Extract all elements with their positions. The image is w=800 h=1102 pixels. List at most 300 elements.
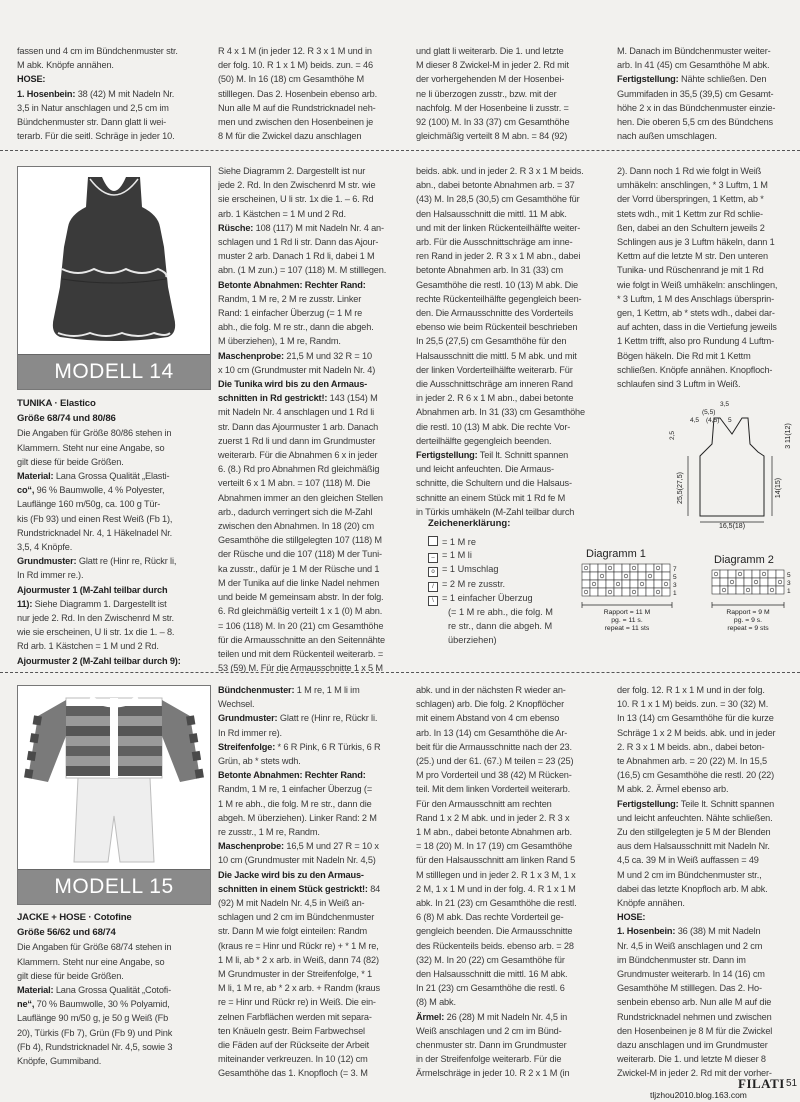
text-line xyxy=(218,839,412,853)
text-line: der vorhergehenden M der Hosenbei- xyxy=(416,74,565,85)
text-line xyxy=(416,910,614,924)
separator-middle xyxy=(0,672,800,673)
text-line-text: arb., dadurch verringert sich die M-Zahl xyxy=(218,506,373,517)
text-line xyxy=(617,1010,800,1024)
text-line-text: arb. In 13 (14) cm Gesamthöhe die Ar- xyxy=(416,727,568,738)
m14-col-1-lines xyxy=(17,426,211,667)
chart-cell xyxy=(598,564,606,572)
legend-text: re str., dann die abgeh. M xyxy=(448,621,553,632)
text-line-text: 2 M, 1 x 1 M und in der folg. 4. R 1 x 1 M xyxy=(416,883,576,894)
chart-row-label: 1 xyxy=(787,588,791,595)
text-line xyxy=(617,910,800,924)
text-line-text: die restl. 10 (13) M abk. Die rechte Vor- xyxy=(416,421,571,432)
text-line-text: und mit der linken Rückenteilhälfte weiter- xyxy=(416,222,581,233)
text-line xyxy=(17,512,211,526)
schnitt-t2: (5,5) xyxy=(702,409,716,416)
text-line-text: Abnahmen immer an den gleichen Stellen xyxy=(218,492,383,503)
text-line xyxy=(416,363,614,377)
text-line-text: Die Angaben für Größe 80/86 stehen in xyxy=(17,428,172,439)
text-line-text: senbein ebenso arb. Nun alle M auf die xyxy=(617,997,772,1008)
text-line xyxy=(416,476,614,490)
schnitt-width: 16,5(18) xyxy=(718,523,746,530)
text-line-text: 1 M abn., dabei betonte Abnahmen arb. xyxy=(416,827,572,838)
text-line-text: Zwickel-M in jeder 2. Rd mit der vorher- xyxy=(617,1068,772,1079)
text-line xyxy=(218,797,412,811)
text-line-text: Ärmelschräge in jeder 10. R 2 x 1 M (in xyxy=(416,1068,570,1079)
legend-symbol-icon: \ xyxy=(428,596,438,606)
text-line-bold: Die Tunika wird bis zu den Armaus- xyxy=(218,379,368,390)
legend-row xyxy=(448,607,553,617)
text-line-text: 53 (59) M. Für die Armausschnitte 1 x 5 M xyxy=(218,663,383,674)
text-line-bold: Maschenprobe: xyxy=(218,841,284,852)
chart-cell xyxy=(768,586,776,594)
legend-row xyxy=(428,579,505,592)
chart-cell xyxy=(752,586,760,594)
text-line-text: 84 xyxy=(367,883,381,894)
text-line-text: beit für die Armausschnitte nach der 23. xyxy=(416,741,572,752)
text-line: M. Danach im Bündchenmuster weiter- xyxy=(617,46,771,56)
text-line xyxy=(416,178,614,192)
text-line-text: auf achten, dass in die Vertiefung jeweils xyxy=(617,322,777,333)
text-line: fassen und 4 cm im Bündchenmuster str. xyxy=(17,46,178,56)
chart-cell xyxy=(630,580,638,588)
text-line xyxy=(218,334,412,348)
top-col-1 xyxy=(17,44,209,143)
text-line-text: 108 (117) M mit Nadeln Nr. 4 an- xyxy=(253,222,384,233)
text-line xyxy=(416,811,614,825)
text-line-text: in Türkis umhäkeln (M-Zahl teilbar durch xyxy=(416,506,575,517)
chart-cell xyxy=(720,586,728,594)
top-col-3 xyxy=(416,44,608,143)
text-line: der folg. 10. R 1 x 1 M) beids. zun. = 46 xyxy=(218,60,373,71)
text-line-text: abgeh. M überziehen). Linker Rand: 2 M xyxy=(218,812,377,823)
text-line xyxy=(617,740,800,754)
text-line: terarb. Für die seitl. Schräge in jeder 10. xyxy=(17,131,175,142)
legend-row xyxy=(448,621,552,631)
chart-cell xyxy=(606,572,614,580)
text-line xyxy=(617,377,800,391)
chart-cell xyxy=(662,572,670,580)
text-line-text: rechte Rückenteilhälfte gegengleich been- xyxy=(416,293,582,304)
text-line-text: der folg. 12. R 1 x 1 M und in der folg. xyxy=(617,685,765,695)
chart-cell xyxy=(630,588,638,596)
text-line xyxy=(617,839,800,853)
text-line-text: Schlingen aus je 3 Luftm häkeln, dann 1 xyxy=(617,237,775,248)
filati-logo: FILATI xyxy=(738,1076,785,1091)
text-line-bold: Material: xyxy=(17,985,54,996)
chart-cell xyxy=(606,588,614,596)
text-line-text: 1 M re abh., die folg. M re str., dann die xyxy=(218,798,372,809)
text-line-text: verteilt 6 x 1 M abn. = 107 (118) M. Die xyxy=(218,478,371,489)
text-line xyxy=(17,441,211,455)
chart-cell xyxy=(590,588,598,596)
text-line xyxy=(416,924,614,938)
top-col-1-hose-lines xyxy=(17,101,209,144)
text-line xyxy=(17,1011,211,1025)
text-line-text: kis (Fb 93) und einen Rest Weiß (Fb 1), xyxy=(17,513,173,524)
text-line: nachfolg. M der Hosenbeine li zusstr. = xyxy=(416,102,569,113)
text-line xyxy=(416,1052,614,1066)
d2-repeat: repeat = 9 sts xyxy=(727,625,769,632)
separator-top xyxy=(0,150,800,151)
text-line xyxy=(218,1010,412,1024)
text-line-text: miteinander verkreuzen. In 10 (12) cm xyxy=(218,1054,368,1065)
text-line-text: abk. In 21 (23) cm Gesamthöhe die restl. xyxy=(416,898,577,909)
text-line-text: (43) M. In 28,5 (30,5) cm Gesamthöhe für xyxy=(416,194,580,205)
text-line xyxy=(617,995,800,1009)
text-line xyxy=(617,207,800,221)
text-line xyxy=(617,782,800,796)
text-line xyxy=(416,939,614,953)
d2-rapport: Rapport = 9 M xyxy=(726,609,770,616)
text-line xyxy=(218,1052,412,1066)
text-line xyxy=(218,263,412,277)
chart-row-label: 7 xyxy=(673,566,677,573)
text-line xyxy=(218,967,412,981)
text-line-text: ten Knäueln gestr. Beim Farbwechsel xyxy=(218,1025,365,1036)
text-line-text: (kraus re = Hinr und Rückr re) + * 1 M re, xyxy=(218,940,379,951)
text-line: men und zwischen den Hosenbeinen je xyxy=(218,117,374,128)
text-line-text: abn., dabei betonte Abnahmen arb. = 37 xyxy=(416,180,575,191)
text-line xyxy=(17,639,211,653)
text-line-text: betonte Abnahmen arb. In 31 (33) cm xyxy=(416,265,563,276)
text-line xyxy=(617,939,800,953)
text-line xyxy=(416,754,614,768)
m14-title: TUNIKA · Elastico xyxy=(17,398,96,409)
text-line xyxy=(218,853,412,867)
legend-text: = 1 einfacher Überzug xyxy=(442,592,533,603)
d1-repeat: repeat = 11 sts xyxy=(604,625,650,632)
chart-cell xyxy=(622,588,630,596)
text-line-text: zuerst 1 Rd li und dann im Grundmuster xyxy=(218,435,376,446)
text-line-text: zelnen Farbflächen werden mit separa- xyxy=(218,1011,372,1022)
chart-cell xyxy=(662,580,670,588)
schnitt-t6: 2,5 xyxy=(669,430,676,440)
text-line xyxy=(218,306,412,320)
text-line xyxy=(218,619,412,633)
text-line xyxy=(617,1024,800,1038)
m15-col-1 xyxy=(17,910,211,1068)
chart-cell xyxy=(768,570,776,578)
text-line-text: Klammern. Steht nur eine Angabe, so xyxy=(17,442,165,453)
d2-pg: pg. = 9 s. xyxy=(733,617,763,624)
text-line-text: Lauflänge 160 m/50g, ca. 100 g Tür- xyxy=(17,499,161,510)
text-line-text: den Hosenbeinen je 8 M für die Zwickel xyxy=(617,1025,773,1036)
text-line-text: ren Rand in jeder 2. R 3 x 1 M abn., dabei xyxy=(416,251,581,262)
top-col-4-lines-a xyxy=(617,44,800,72)
text-line-text: Lana Grossa Qualität „Cotofi- xyxy=(53,985,171,996)
text-line-bold: Bündchenmuster: xyxy=(218,685,295,695)
text-line xyxy=(416,448,614,462)
text-line: nach außen umschlagen. xyxy=(617,131,717,142)
text-line xyxy=(416,953,614,967)
chart-cell xyxy=(712,570,720,578)
text-line-text: und beide M gemeinsam abstr. In der folg. xyxy=(218,592,384,603)
text-line xyxy=(416,221,614,235)
m14-col-2 xyxy=(218,164,412,675)
text-line-text: nur jede 2. Rd. In den Zwischenrd M str. xyxy=(17,613,174,624)
fertig-bold: Fertigstellung: xyxy=(617,74,679,85)
legend-text: (= 1 M re abh., die folg. M xyxy=(448,607,553,617)
text-line-bold: 11): xyxy=(17,598,33,609)
text-line-text: 10 cm (Grundmuster mit Nadeln Nr. 4,5) xyxy=(218,855,376,866)
text-line-text: Weiß anschlagen und 2 cm im Bünd- xyxy=(416,1025,562,1036)
text-line xyxy=(218,377,412,391)
text-line-text: schlagen) arb. Die folg. 2 Knopflöcher xyxy=(416,699,565,710)
text-line-text: dazu anschlagen und im Grundmuster xyxy=(617,1040,768,1051)
text-line-text: 10. R 1 x 1 M) beids. zun. = 30 (32) M. xyxy=(617,699,769,710)
text-line-text: in der Streifenfolge weiterarb. Für die xyxy=(416,1054,562,1065)
text-line-text: chenmuster str. Dann im Grundmuster xyxy=(416,1040,567,1051)
text-line xyxy=(416,782,614,796)
schnitt-t4: (4,5) xyxy=(706,417,720,424)
text-line xyxy=(416,349,614,363)
text-line xyxy=(416,839,614,853)
chart-cell xyxy=(712,578,720,586)
text-line-bold: Betonte Abnahmen: Rechter Rand: xyxy=(218,770,366,781)
text-line xyxy=(218,420,412,434)
text-line xyxy=(416,896,614,910)
text-line-text: 96 % Baumwolle, 4 % Polyester, xyxy=(34,485,165,496)
modell-14-photo xyxy=(17,166,211,390)
text-line xyxy=(416,697,614,711)
m15-col-3 xyxy=(416,683,614,1081)
text-line-text: wie folgt in Weiß umhäkeln: anschlingen, xyxy=(617,279,778,290)
text-line xyxy=(218,448,412,462)
text-line-bold: co“, xyxy=(17,485,35,496)
chart-cell xyxy=(662,564,670,572)
text-line xyxy=(416,235,614,249)
text-line xyxy=(17,955,211,969)
text-line xyxy=(17,469,211,483)
text-line xyxy=(218,726,412,740)
text-line: höhe 2 x in das Bündchenmuster einzie- xyxy=(617,102,776,113)
text-line-text: die Fäden auf der Rückseite der Arbeit xyxy=(218,1040,370,1051)
schnitt-diagram xyxy=(668,396,800,530)
chart-cell xyxy=(630,564,638,572)
text-line xyxy=(218,207,412,221)
text-line-text: jede 2. Rd. In den Zwischenrd M str. wie xyxy=(218,180,376,191)
text-line-text: Glatt re (Hinr re, Rückr li. xyxy=(277,713,378,724)
chart-cell xyxy=(728,586,736,594)
text-line xyxy=(218,782,412,796)
text-line-text: 3,5, 4 Knöpfe. xyxy=(17,542,73,553)
chart-cell xyxy=(776,578,784,586)
text-line-text: des Rückenteils beids. ebenso arb. = 28 xyxy=(416,940,574,951)
text-line xyxy=(218,1024,412,1038)
text-line-text: wie sie erscheinen, U li str. 1x die 1. – 8. xyxy=(17,627,175,638)
chart-cell xyxy=(598,580,606,588)
chart-cell xyxy=(728,578,736,586)
text-line xyxy=(218,633,412,647)
legend-symbol-icon: / xyxy=(428,582,438,592)
m15-size: Größe 56/62 und 68/74 xyxy=(17,927,116,939)
chart-cell xyxy=(638,564,646,572)
text-line: R 4 x 1 M (in jeder 12. R 3 x 1 M und in xyxy=(218,46,372,56)
text-line-text: schnitte, die Schultern und die Halsaus- xyxy=(416,478,572,489)
text-line xyxy=(218,683,412,697)
text-line xyxy=(617,981,800,995)
text-line xyxy=(617,334,800,348)
text-line-text: (16,5) cm Gesamthöhe die restl. 20 (22) xyxy=(617,770,775,781)
legend-row xyxy=(428,593,533,606)
text-line xyxy=(617,363,800,377)
text-line xyxy=(617,349,800,363)
text-line-text: Glatt re (Hinr re, Rückr li, xyxy=(76,556,177,567)
legend-symbol-icon xyxy=(428,536,438,546)
text-line xyxy=(17,526,211,540)
text-line xyxy=(416,263,614,277)
text-line xyxy=(416,768,614,782)
text-line: 3,5 in Natur anschlagen und 2,5 cm im xyxy=(17,102,169,113)
text-line-text: 143 (154) M xyxy=(327,393,378,404)
text-line-bold: ne“, xyxy=(17,999,35,1010)
text-line xyxy=(617,967,800,981)
text-line xyxy=(416,825,614,839)
text-line xyxy=(17,1026,211,1040)
text-line xyxy=(17,455,211,469)
d1-pg: pg. = 11 s. xyxy=(611,617,643,624)
legend-text: überziehen) xyxy=(448,635,497,646)
text-line-text: dabei das letzte Knopfloch arb. M abk. xyxy=(617,883,768,894)
text-line-text: Schräge 1 x 2 M beids. abk. und in jeder xyxy=(617,727,776,738)
text-line-text: Teile lt. Schnitt spannen xyxy=(678,798,775,809)
text-line-text: Nr. 4,5 in Weiß anschlagen und 2 cm xyxy=(617,940,763,951)
text-line-text: Bögen häkeln. Die Rd mit 1 Kettm xyxy=(617,350,751,361)
text-line-text: die Ausschnittschräge am inneren Rand xyxy=(416,379,573,390)
text-line: stilllegen. Das 2. Hosenbein ebenso arb. xyxy=(218,88,377,99)
text-line-text: der linken Vorderteilhälfte weiterarb. Für xyxy=(416,364,573,375)
legend-title: Zeichenerklärung: xyxy=(428,518,511,529)
text-line xyxy=(416,853,614,867)
m15-title: JACKE + HOSE · Cotofine xyxy=(17,912,132,923)
diagram-2-title: Diagramm 2 xyxy=(714,554,774,566)
text-line xyxy=(617,164,800,178)
text-line-text: Rand: 1 einfacher Überzug (= 1 M re xyxy=(218,308,363,319)
schnitt-t3: 4,5 xyxy=(690,417,700,424)
text-line-bold: Ajourmuster 1 (M-Zahl teilbar durch xyxy=(17,584,168,595)
chart-cell xyxy=(646,572,654,580)
text-line xyxy=(617,924,800,938)
text-line xyxy=(17,540,211,554)
text-line xyxy=(617,683,800,697)
text-line-text: Rand 1 x 2 M abk. und in jeder 2. R 3 x xyxy=(416,812,570,823)
chart-cell xyxy=(720,570,728,578)
text-line xyxy=(617,178,800,192)
text-line: (50) M. In 16 (18) cm Gesamthöhe M xyxy=(218,74,365,85)
text-line-text: * 3 Luftm, 1 M des Anschlags übersprin- xyxy=(617,293,775,304)
text-line xyxy=(617,697,800,711)
tunic-image xyxy=(18,167,210,355)
text-line-text: 21,5 M und 32 R = 10 xyxy=(283,350,372,361)
text-line-bold: Ajourmuster 2 (M-Zahl teilbar durch 9): xyxy=(17,655,181,666)
text-line xyxy=(17,597,211,611)
text-line-text: M und 2 cm im Bündchenmuster str., xyxy=(617,869,762,880)
chart-cell xyxy=(614,564,622,572)
text-line-text: 6. Rd gleichmäßig verteilt 1 x 1 (0) M abn. xyxy=(218,606,383,617)
text-line-text: str. Dann das Ajourmuster 1 arb. Danach xyxy=(218,421,379,432)
text-line xyxy=(416,434,614,448)
text-line xyxy=(218,278,412,292)
chart-cell xyxy=(752,570,760,578)
chart-cell xyxy=(614,572,622,580)
text-line xyxy=(416,207,614,221)
text-line: 92 (100) M. In 33 (37) cm Gesamthöhe xyxy=(416,117,570,128)
modell-14-label: MODELL 14 xyxy=(54,360,174,383)
text-line-text: Abnahmen arb. In 31 (33) cm Gesamthöhe xyxy=(416,407,585,418)
text-line xyxy=(416,726,614,740)
text-line-text: (32) M. In 20 (22) cm Gesamthöhe für xyxy=(416,954,565,965)
text-line-text: x 10 cm (Grundmuster mit Nadeln Nr. 4) xyxy=(218,364,376,375)
text-line-text: arb. 1 Kästchen = 1 M und 2 Rd. xyxy=(218,208,346,219)
text-line xyxy=(218,562,412,576)
text-line xyxy=(617,306,800,320)
top-col-4-lines-b xyxy=(617,87,800,144)
chart-row-label: 5 xyxy=(787,572,791,579)
text-line xyxy=(218,981,412,995)
text-line-text: abn. (1 M zun.) = 107 (118) M. M stilllegen. xyxy=(218,265,387,276)
text-line xyxy=(17,654,211,668)
chart-row-label: 5 xyxy=(673,574,677,581)
text-line xyxy=(218,868,412,882)
text-line-text: Rundstricknadel Nr. 4, 1 Häkelnadel Nr. xyxy=(17,527,173,538)
text-line xyxy=(218,519,412,533)
text-line-text: re = Hinr und Rückr re) in Weiß. Die ein- xyxy=(218,997,376,1008)
chart-cell xyxy=(590,580,598,588)
text-line-text: 6 (8) M abk. Das rechte Vorderteil ge- xyxy=(416,912,564,923)
text-line-bold: Die Jacke wird bis zu den Armaus- xyxy=(218,869,364,880)
text-line-text: 4,5 ca. 39 M in Weiß auffassen = 49 xyxy=(617,855,759,866)
text-line-text: * 6 R Pink, 6 R Türkis, 6 R xyxy=(275,741,381,752)
text-line xyxy=(416,320,614,334)
text-line-text: Siehe Diagramm 2. Dargestellt ist nur xyxy=(218,166,366,176)
text-line xyxy=(218,164,412,178)
text-line xyxy=(218,505,412,519)
page-number: 51 xyxy=(786,1078,798,1089)
text-line xyxy=(17,1040,211,1054)
text-line-text: in jeder 2. R 6 x 1 M abn., dabei betonte xyxy=(416,393,574,404)
chart-cell xyxy=(638,572,646,580)
m15-col-1-lines xyxy=(17,940,211,1068)
text-line-text: Knöpfe, Gummiband. xyxy=(17,1056,102,1067)
text-line-text: re zusstr., 1 M re, Randm. xyxy=(218,827,320,838)
text-line: M dieser 8 Zwickel-M in jeder 2. Rd mit xyxy=(416,60,569,71)
text-line xyxy=(218,939,412,953)
d1-rapport: Rapport = 11 M xyxy=(603,609,651,616)
text-line xyxy=(416,1066,614,1080)
text-line xyxy=(218,434,412,448)
text-line xyxy=(218,924,412,938)
text-line-bold: Grundmuster: xyxy=(218,713,278,724)
text-line-bold: Fertigstellung: xyxy=(416,450,478,461)
hose-heading: HOSE: xyxy=(17,74,46,85)
text-line xyxy=(416,377,614,391)
diagram-1-title: Diagramm 1 xyxy=(586,548,646,560)
text-line-text: M abk. 2. Ärmel ebenso arb. xyxy=(617,784,729,795)
text-line xyxy=(17,1054,211,1068)
text-line-bold: 1. Hosenbein: xyxy=(617,926,676,937)
text-line-text: schließen. Knöpfe annähen. Knopfloch- xyxy=(617,364,773,375)
chart-cell xyxy=(582,564,590,572)
text-line: und glatt li weiterarb. Die 1. und letzte xyxy=(416,46,564,56)
text-line xyxy=(416,391,614,405)
text-line xyxy=(17,568,211,582)
text-line xyxy=(416,995,614,1009)
text-line-bold: Streifenfolge: xyxy=(218,741,276,752)
chart-cell xyxy=(776,586,784,594)
text-line-text: teil. Mit dem linken Vorderteil weiterarb. xyxy=(416,784,571,795)
text-line xyxy=(218,235,412,249)
